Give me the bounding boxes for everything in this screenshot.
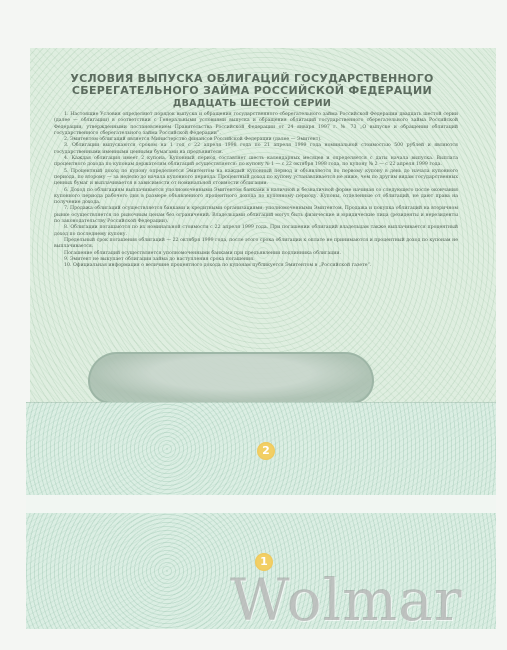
- conditions-text: [54, 112, 458, 269]
- paragraph: 9. Эмитент не выкупает облигации займа до наступления срока погашения.: [64, 256, 255, 262]
- paragraph: 3. Облигации выпускаются сроком на 1 год с 22 апреля 1998 года по 21 апреля 1999 года номинальной стоимостью 500 рублей и являются государственными именными ценными бумагами на предъявителя.: [54, 143, 458, 155]
- paragraph: 7. Продажа облигаций осуществляется банками и кредитными организациями, уполномоченными Эмитентом. Продажа и покупка облигаций на вторичном рынке осуществляется по рыночным ценам без ограничений. Владельцами облигаций могут быть физические и юридические лица (резиденты и нерезиденты по законодательству Российской Федерации).: [54, 206, 458, 225]
- watermark-text: Wolmar: [230, 566, 463, 634]
- paragraph: 8. Облигации погашаются по их номинальной стоимости с 22 апреля 1999 года. При погашении облигаций владельцам также выплачивается процентный доход по последнему купону.: [54, 225, 458, 237]
- paragraph: 2. Эмитентом облигаций является Министерство финансов Российской Федерации (далее — Эмитент).: [64, 137, 322, 143]
- coupon-2-number: 2: [257, 442, 275, 460]
- paragraph: 6. Доход по облигациям выплачивается уполномоченными Эмитентом банками в наличной и безналичной форме начиная со следующего после окончания купонного периода рабочего дня в размере объявленного процентного дохода по купонному периоду. Купоны, отделенные от облигаций, не дают права на получение дохода.: [54, 187, 458, 206]
- coupon-separator: [26, 495, 496, 513]
- paragraph: 1. Настоящие Условия определяют порядок выпуска и обращения государственного сберегательного займа Российской Федерации двадцать шестой серии (далее — облигации) в соответствии с Генеральными условиями выпуска и обращения облигаций государственного сберегательного займа Российской Федерации, утвержденными постановлением Правительства Российской Федерации от 24 января 1997 г. № 73 „О выпуске и обращении облигаций государственного сберегательного займа Российской Федерации“.: [54, 112, 458, 136]
- coupon-2-border: [26, 402, 496, 403]
- paragraph: 10. Официальная информация о величине процентного дохода по купонам публикуется Эмитентом в „Российской газете“.: [64, 263, 372, 269]
- guilloche-ornament: [88, 352, 374, 404]
- paragraph: 5. Процентный доход по купону определяется Эмитентом на каждый купонный период и объявляется по первому купону в день до начала купонного периода, по второму — за неделю до начала купонного периода. Процентный доход по купону устанавливается не ниже, чем по другим видам государственных ценных бумаг и выплачивается в зависимости от номинальной стоимости облигации.: [54, 168, 458, 187]
- paragraph: 4. Каждая облигация имеет 2 купона. Купонный период составляет шесть календарных месяцев и определяется с даты начала выпуска. Выплата процентного дохода по купонам держателям облигаций осуществляется: по купону № 1 — с 22 октября 1998 года, по купону № 2 — с 22 апреля 1999 года.: [54, 156, 458, 168]
- coupon-1-number: 1: [255, 553, 273, 571]
- title-line-2: СБЕРЕГАТЕЛЬНОГО ЗАЙМА РОССИЙСКОЙ ФЕДЕРАЦИИ: [71, 84, 433, 97]
- title-line-3: ДВАДЦАТЬ ШЕСТОЙ СЕРИИ: [172, 98, 332, 109]
- paragraph: Погашение облигаций осуществляется уполномоченными банками при предъявлении подлинника облигации.: [64, 250, 342, 256]
- paragraph: Предельный срок погашения облигаций — 22 октября 1999 года, после этого срока облигации к оплате не принимаются и процентный доход по купонам не выплачивается.: [54, 237, 458, 250]
- title-line-1: УСЛОВИЯ ВЫПУСКА ОБЛИГАЦИЙ ГОСУДАРСТВЕННОГО: [70, 72, 434, 85]
